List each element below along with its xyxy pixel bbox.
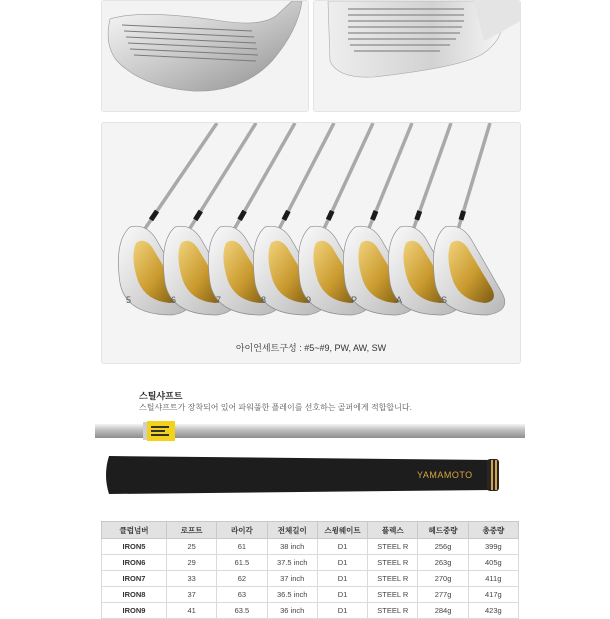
table-cell: 256g <box>418 539 468 555</box>
table-cell: 36.5 inch <box>267 587 317 603</box>
table-cell: D1 <box>317 571 367 587</box>
spec-table <box>101 521 519 619</box>
shaft-section-description: 스틸샤프트가 장착되어 있어 파워풀한 플레이를 선호하는 골퍼에게 적합합니다. <box>139 403 412 412</box>
table-cell: 411g <box>468 571 518 587</box>
table-cell: 277g <box>418 587 468 603</box>
table-row <box>102 587 519 603</box>
table-cell: 29 <box>167 555 217 571</box>
table-cell: 284g <box>418 603 468 619</box>
table-cell: 62 <box>217 571 267 587</box>
shaft-section-title: 스틸샤프트 <box>139 391 183 401</box>
iron-number-marking: S <box>441 295 448 305</box>
table-row <box>102 603 519 619</box>
column-header: 헤드중량 <box>418 522 468 539</box>
table-cell: 405g <box>468 555 518 571</box>
grip-brand-logo: YAMAMOTO <box>417 470 473 480</box>
iron-number-marking: 6 <box>171 295 177 305</box>
iron-number-marking: P <box>351 295 358 305</box>
table-cell: 61.5 <box>217 555 267 571</box>
table-cell: IRON9 <box>102 603 167 619</box>
table-cell: STEEL R <box>368 603 418 619</box>
wedge-sole-photo <box>101 0 309 112</box>
table-cell: STEEL R <box>368 587 418 603</box>
table-cell: 38 inch <box>267 539 317 555</box>
table-cell: STEEL R <box>368 571 418 587</box>
table-cell: IRON6 <box>102 555 167 571</box>
table-cell: 33 <box>167 571 217 587</box>
table-cell: STEEL R <box>368 539 418 555</box>
column-header: 로프트 <box>167 522 217 539</box>
column-header: 총중량 <box>468 522 518 539</box>
steel-shaft-image <box>95 418 525 444</box>
table-cell: 399g <box>468 539 518 555</box>
table-cell: 37 inch <box>267 571 317 587</box>
table-cell: STEEL R <box>368 555 418 571</box>
table-row <box>102 539 519 555</box>
table-cell: 423g <box>468 603 518 619</box>
table-cell: IRON8 <box>102 587 167 603</box>
table-cell: 263g <box>418 555 468 571</box>
column-header: 전체길이 <box>267 522 317 539</box>
table-cell: 417g <box>468 587 518 603</box>
table-row <box>102 571 519 587</box>
table-cell: IRON7 <box>102 571 167 587</box>
iron-number-marking: 5 <box>126 295 132 305</box>
table-cell: 41 <box>167 603 217 619</box>
iron-set-photo <box>101 122 521 364</box>
table-cell: 63 <box>217 587 267 603</box>
table-cell: D1 <box>317 555 367 571</box>
table-cell: IRON5 <box>102 539 167 555</box>
iron-number-marking: 9 <box>306 295 312 305</box>
table-cell: 63.5 <box>217 603 267 619</box>
table-cell: 25 <box>167 539 217 555</box>
column-header: 라이각 <box>217 522 267 539</box>
iron-number-marking: A <box>396 295 403 305</box>
iron-number-marking: 8 <box>261 295 267 305</box>
iron-number-marking: 7 <box>216 295 222 305</box>
column-header: 플렉스 <box>368 522 418 539</box>
set-composition-caption: 아이언세트구성 : #5~#9, PW, AW, SW <box>235 343 387 353</box>
iron-face-photo <box>313 0 521 112</box>
spec-table-header-row <box>102 522 519 539</box>
table-cell: 36 inch <box>267 603 317 619</box>
iron-club-S <box>433 123 504 315</box>
column-header: 클럽넘버 <box>102 522 167 539</box>
column-header: 스윙웨이트 <box>317 522 367 539</box>
table-cell: 61 <box>217 539 267 555</box>
table-cell: 37 <box>167 587 217 603</box>
table-cell: 270g <box>418 571 468 587</box>
table-cell: 37.5 inch <box>267 555 317 571</box>
table-cell: D1 <box>317 603 367 619</box>
table-cell: D1 <box>317 539 367 555</box>
iron-set-illustration <box>102 123 520 333</box>
table-row <box>102 555 519 571</box>
table-cell: D1 <box>317 587 367 603</box>
